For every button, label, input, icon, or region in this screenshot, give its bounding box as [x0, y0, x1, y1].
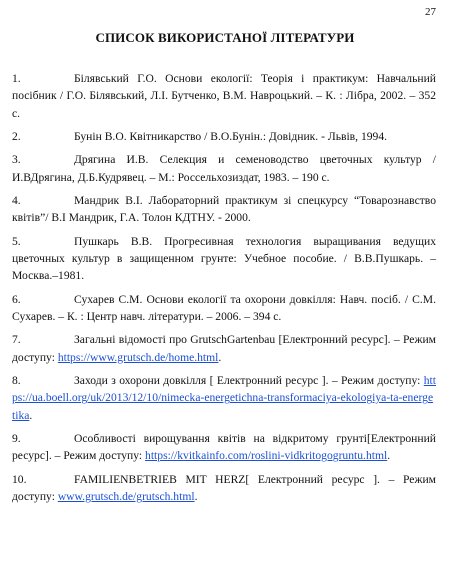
reference-text: Заходи з охорони довкілля [ Електронний ресурс ]. – Режим доступу: [74, 374, 424, 388]
reference-item [12, 128, 436, 145]
reference-text: Особливості вирощування квітів на відкритому грунті[Електронний ресурс]. – Режим доступу: [12, 432, 436, 463]
reference-item [12, 331, 436, 366]
reference-item [12, 372, 436, 424]
reference-list [12, 70, 436, 511]
reference-number: 5. [12, 234, 21, 248]
reference-number: 8. [12, 374, 21, 388]
reference-link[interactable]: www.grutsch.de/grutsch.html [57, 490, 195, 504]
reference-text: Загальні відомості про GrutschGartenbau [Електронний ресурс]. – Режим доступу: [12, 333, 436, 364]
page-title: СПИСОК ВИКОРИСТАНОЇ ЛІТЕРАТУРИ [95, 30, 355, 45]
reference-tail: . [218, 350, 222, 364]
page-number: 27 [425, 6, 436, 18]
reference-item [12, 430, 436, 465]
reference-text: Білявський Г.О. Основи екології: Теорія і практикум: Навчальний посібник / Г.О. Білявський, Л.І. Бутченко, В.М. Навроцький. – К. : Лібра, 2002. – 352 с. [12, 72, 436, 120]
reference-number: 3. [12, 153, 21, 167]
reference-tail: . [387, 449, 391, 463]
reference-link[interactable]: https://kvitkainfo.com/roslini-vidkritogogruntu.html [145, 449, 388, 463]
reference-item [12, 291, 436, 326]
reference-text: Сухарев С.М. Основи екології та охорони довкілля: Навч. посіб. / С.М. Сухарев. – К. : Центр навч. літератури. – 2006. – 394 с. [12, 292, 436, 324]
reference-tail: . [194, 490, 198, 504]
reference-text: FAMILIENBETRIEB MIT HERZ[ Електронний ресурс ]. – Режим доступу: [12, 472, 436, 504]
reference-item [12, 192, 436, 227]
reference-item [12, 471, 436, 506]
reference-tail: . [29, 408, 33, 422]
reference-text: Дрягина И.В. Селекция и семеноводство цветочных культур / И.ВДрягина, Д.Б.Кудрявец. – М.: Россельхозиздат, 1983. – 190 с. [12, 153, 436, 184]
reference-item [12, 233, 436, 285]
reference-number: 4. [12, 194, 21, 208]
reference-item [12, 151, 436, 186]
reference-number: 1. [12, 72, 21, 85]
reference-number: 2. [12, 129, 21, 143]
reference-link[interactable]: https://www.grutsch.de/home.html [57, 350, 219, 364]
reference-number: 9. [12, 432, 21, 446]
reference-text: Бунін В.О. Квітникарство / В.О.Бунін.: Довідник. - Львів, 1994. [74, 129, 388, 143]
reference-number: 7. [12, 333, 21, 347]
reference-item [12, 70, 436, 122]
reference-number: 10. [12, 472, 27, 486]
reference-link[interactable]: https://ua.boell.org/uk/2013/12/10/nimecka-energetichna-transformaciya-ekologiya-ta-energetika [12, 374, 436, 422]
reference-number: 6. [12, 292, 21, 306]
reference-text: Мандрик В.І. Лабораторний практикум зі спецкурсу “Товарознавство квітів”/ В.І Мандрик, Г.А. Толон КДТНУ. - 2000. [12, 194, 436, 225]
reference-text: Пушкарь В.В. Прогресивная технология выращивания ведущих цветочных культур в защищенном грунте: Учебное пособие. / В.В.Пушкарь. – Москва.–1981. [12, 234, 436, 283]
